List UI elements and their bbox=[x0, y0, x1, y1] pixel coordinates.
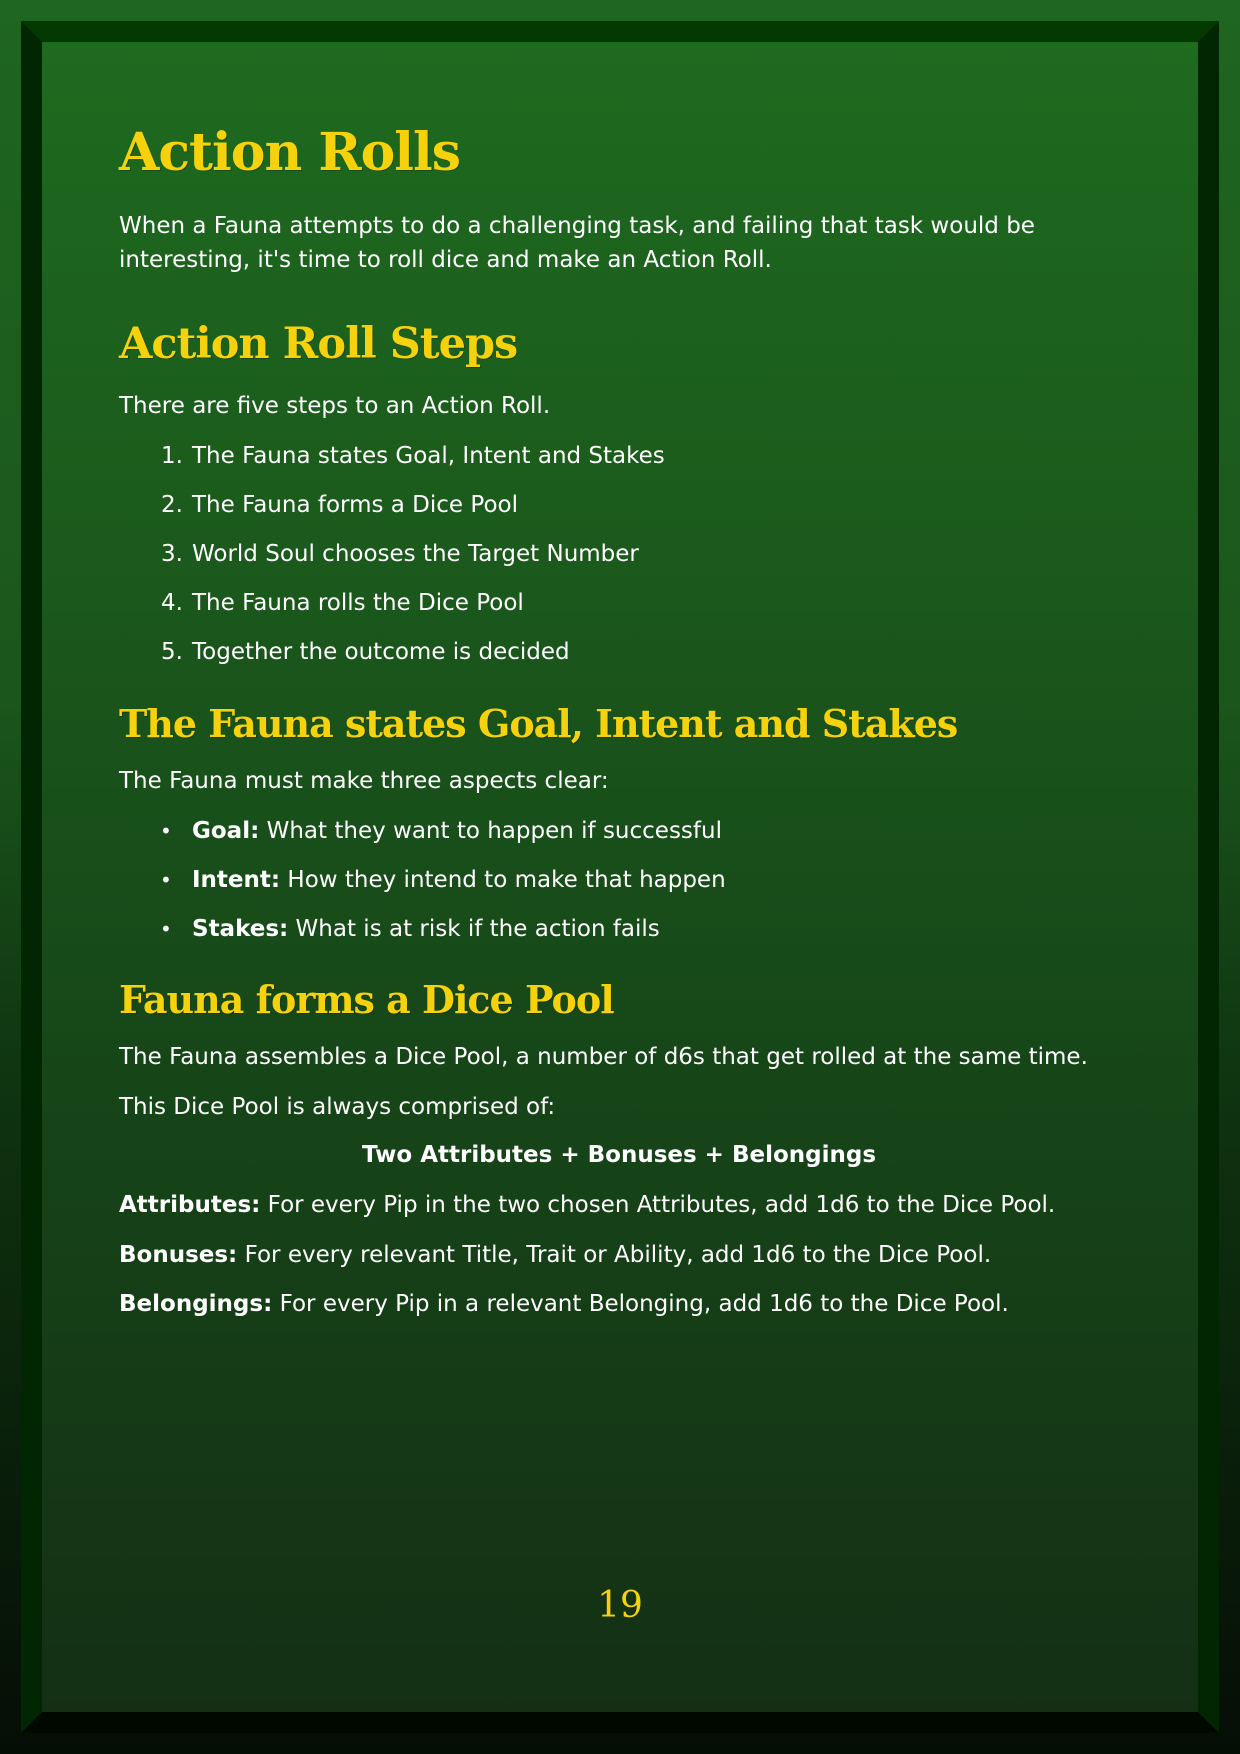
list-item bbox=[119, 488, 665, 522]
aspects-list bbox=[119, 814, 726, 961]
list-number: 3. bbox=[161, 541, 183, 567]
page-title: Action Rolls bbox=[119, 122, 461, 183]
goal-intro: The Fauna must make three aspects clear: bbox=[119, 768, 609, 794]
list-item bbox=[119, 912, 726, 946]
list-number: 2. bbox=[161, 492, 183, 518]
bullet-icon: • bbox=[160, 868, 172, 892]
list-item bbox=[119, 537, 665, 571]
page-number: 19 bbox=[597, 1585, 643, 1626]
step-text: The Fauna forms a Dice Pool bbox=[192, 492, 518, 518]
rule-text: For every Pip in the two chosen Attributes, add 1d6 to the Dice Pool. bbox=[260, 1192, 1056, 1218]
rule-bonuses bbox=[119, 1238, 991, 1272]
rule-attributes bbox=[119, 1188, 1055, 1222]
bullet-icon: • bbox=[160, 819, 172, 843]
rule-label: Attributes: bbox=[119, 1192, 261, 1218]
steps-intro: There are five steps to an Action Roll. bbox=[119, 393, 551, 419]
step-text: World Soul chooses the Target Number bbox=[192, 541, 639, 567]
list-number: 5. bbox=[161, 639, 183, 665]
list-item bbox=[119, 635, 665, 669]
pool-paragraph-1: The Fauna assembles a Dice Pool, a number of d6s that get rolled at the same time. bbox=[119, 1044, 1088, 1070]
dice-pool-formula: Two Attributes + Bonuses + Belongings bbox=[361, 1142, 877, 1168]
pool-heading: Fauna forms a Dice Pool bbox=[119, 977, 614, 1022]
rule-belongings bbox=[119, 1287, 1009, 1321]
goal-heading: The Fauna states Goal, Intent and Stakes bbox=[119, 701, 958, 746]
step-text: Together the outcome is decided bbox=[192, 639, 570, 665]
list-number: 1. bbox=[161, 443, 183, 469]
list-item bbox=[119, 814, 726, 848]
intro-paragraph: When a Fauna attempts to do a challenging task, and failing that task would be interesting, it's time to roll dice and make an Action Roll. bbox=[119, 213, 1035, 273]
step-text: The Fauna rolls the Dice Pool bbox=[192, 590, 524, 616]
aspect-text: What is at risk if the action fails bbox=[288, 916, 660, 942]
rule-label: Belongings: bbox=[119, 1291, 273, 1317]
aspect-text: What they want to happen if successful bbox=[259, 818, 722, 844]
aspect-label: Stakes: bbox=[192, 916, 289, 942]
rule-text: For every Pip in a relevant Belonging, add 1d6 to the Dice Pool. bbox=[272, 1291, 1009, 1317]
steps-list bbox=[119, 439, 665, 684]
steps-heading: Action Roll Steps bbox=[119, 319, 518, 369]
bullet-icon: • bbox=[160, 917, 172, 941]
list-item bbox=[119, 863, 726, 897]
step-text: The Fauna states Goal, Intent and Stakes bbox=[192, 443, 665, 469]
aspect-label: Intent: bbox=[192, 867, 281, 893]
aspect-label: Goal: bbox=[192, 818, 260, 844]
aspect-text: How they intend to make that happen bbox=[280, 867, 726, 893]
list-number: 4. bbox=[161, 590, 183, 616]
list-item bbox=[119, 439, 665, 473]
rule-label: Bonuses: bbox=[119, 1242, 238, 1268]
rule-text: For every relevant Title, Trait or Ability, add 1d6 to the Dice Pool. bbox=[237, 1242, 992, 1268]
list-item bbox=[119, 586, 665, 620]
pool-paragraph-2: This Dice Pool is always comprised of: bbox=[119, 1094, 556, 1120]
